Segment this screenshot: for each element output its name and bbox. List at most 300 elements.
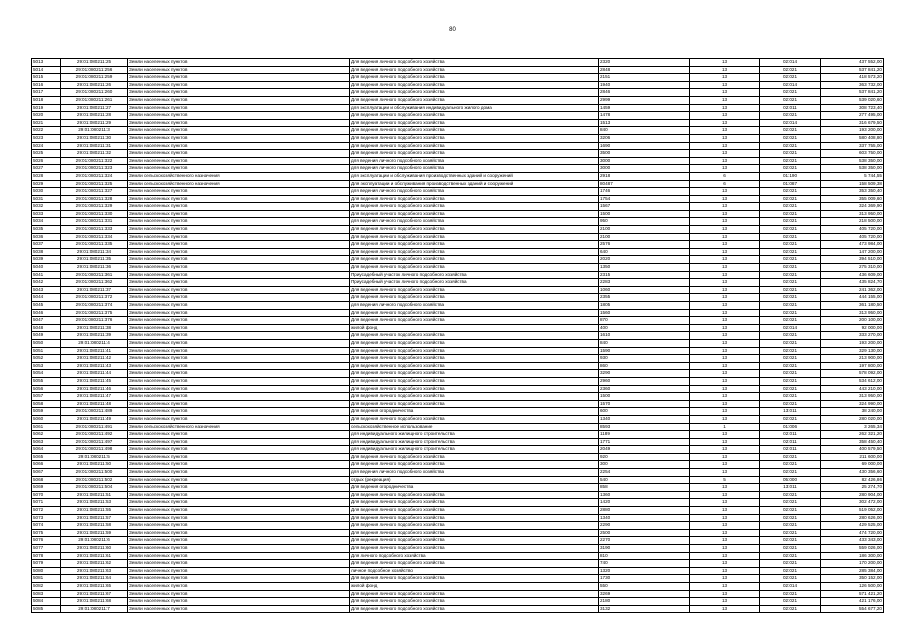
table-row [32,598,884,606]
row-number-cell: 5082 [32,582,61,590]
row-number-cell: 5079 [32,560,61,568]
group-code-cell: 13 [690,119,760,127]
cadastral-number-cell: 29:01:080211:53 [61,499,128,507]
group-code-cell: 13 [690,195,760,203]
cadastral-number-cell: 29:01:080211:29 [61,119,128,127]
group-code-cell: 13 [690,362,760,370]
permitted-use-cell: Для ведения личного подсобного хозяйства [350,96,599,104]
land-category-cell: Земли населенных пунктов [128,575,350,583]
permitted-use-cell: Для ведения личного подсобного хозяйства [350,590,599,598]
code-cell: 02:021 [760,150,821,158]
permitted-use-cell: Для ведения личного подсобного хозяйства [350,461,599,469]
code-cell: 02:021 [760,575,821,583]
area-cell: 1590 [599,347,690,355]
group-code-cell: 13 [690,514,760,522]
code-cell: 02:021 [760,279,821,287]
cadastral-value-cell: 350 152,00 [821,575,884,583]
row-number-cell: 5055 [32,377,61,385]
group-code-cell: 13 [690,286,760,294]
area-cell: 2848 [599,66,690,74]
land-category-cell: Земли населенных пунктов [128,560,350,568]
cadastral-value-cell: 353 350,40 [821,188,884,196]
table-row [32,423,884,431]
group-code-cell: 13 [690,529,760,537]
permitted-use-cell: Для ведения личного подсобного хозяйства [350,347,599,355]
area-cell: 1459 [599,104,690,112]
cadastral-value-cell: 82 426,86 [821,476,884,484]
land-category-cell: Земли населенных пунктов [128,96,350,104]
area-cell: 810 [599,552,690,560]
code-cell: 02:021 [760,203,821,211]
cadastral-value-cell: 363 732,00 [821,81,884,89]
area-cell: 1060 [599,286,690,294]
area-cell: 2500 [599,529,690,537]
land-category-cell: Земли населенных пунктов [128,605,350,613]
cadastral-number-cell: 29:01:080211:3 [61,127,128,135]
area-cell: 1500 [599,393,690,401]
row-number-cell: 5049 [32,332,61,340]
land-category-cell: Земли населенных пунктов [128,415,350,423]
land-category-cell: Земли сельскохозяйственного назначения [128,423,350,431]
cadastral-number-cell: 29:01:080211:28 [61,112,128,120]
permitted-use-cell: Для ведения личного подсобного хозяйства [350,74,599,82]
code-cell: 02:021 [760,598,821,606]
code-cell: 02:021 [760,264,821,272]
table-row [32,476,884,484]
code-cell: 02:011 [760,104,821,112]
land-category-cell: Земли населенных пунктов [128,590,350,598]
table-row [32,195,884,203]
cadastral-number-cell: 29:01:080211:31 [61,142,128,150]
land-category-cell: Земли населенных пунктов [128,598,350,606]
table-row [32,415,884,423]
cadastral-value-cell: 333 270,00 [821,332,884,340]
table-row [32,74,884,82]
land-category-cell: Земли населенных пунктов [128,248,350,256]
page-number: 80 [449,27,456,33]
cadastral-value-cell: 275 310,00 [821,264,884,272]
cadastral-value-cell: 324 369,90 [821,203,884,211]
land-category-cell: Земли населенных пунктов [128,233,350,241]
cadastral-value-cell: 429 525,00 [821,522,884,530]
permitted-use-cell: Для ведения личного подсобного хозяйства [350,127,599,135]
cadastral-number-cell: 29:01:080211:328 [61,195,128,203]
table-row [32,461,884,469]
land-category-cell: Земли населенных пунктов [128,279,350,287]
land-category-cell: Земли населенных пунктов [128,438,350,446]
area-cell: 2315 [599,271,690,279]
table-row [32,279,884,287]
table-row [32,256,884,264]
row-number-cell: 5016 [32,81,61,89]
area-cell: 8593 [599,423,690,431]
cadastral-value-cell: 430 356,60 [821,469,884,477]
permitted-use-cell: Для ведения личного подсобного хозяйства [350,309,599,317]
permitted-use-cell: Для ведения личного подсобного хозяйства [350,453,599,461]
land-category-cell: Земли населенных пунктов [128,332,350,340]
land-category-cell: Земли населенных пунктов [128,309,350,317]
cadastral-number-cell: 29:01:080211:42 [61,355,128,363]
code-cell: 02:021 [760,469,821,477]
row-number-cell: 5020 [32,112,61,120]
cadastral-number-cell: 29:01:080211:6 [61,537,128,545]
area-cell: 920 [599,453,690,461]
area-cell: 3290 [599,370,690,378]
row-number-cell: 5077 [32,545,61,553]
cadastral-value-cell: 197 800,00 [821,362,884,370]
land-category-cell: Земли населенных пунктов [128,347,350,355]
group-code-cell: 13 [690,188,760,196]
land-category-cell: Земли населенных пунктов [128,522,350,530]
permitted-use-cell: Для ведения личного подсобного хозяйства [350,317,599,325]
row-number-cell: 5041 [32,271,61,279]
group-code-cell: 13 [690,66,760,74]
permitted-use-cell: для индивидуального жилищного строительства [350,431,599,439]
cadastral-number-cell: 29:01:080211:27 [61,104,128,112]
area-cell: 3000 [599,157,690,165]
table-row [32,226,884,234]
code-cell: 02:021 [760,89,821,97]
group-code-cell: 13 [690,264,760,272]
row-number-cell: 5031 [32,195,61,203]
cadastral-number-cell: 29:01:080211:331 [61,218,128,226]
group-code-cell: 13 [690,218,760,226]
cadastral-number-cell: 29:01:080211:37 [61,286,128,294]
area-cell: 1420 [599,499,690,507]
table-row [32,552,884,560]
group-code-cell: 13 [690,157,760,165]
table-row [32,446,884,454]
permitted-use-cell: Для ведения личного подсобного хозяйства [350,203,599,211]
group-code-cell: 13 [690,582,760,590]
area-cell: 2576 [599,241,690,249]
permitted-use-cell: для ведения личного подсобного хозяйства [350,218,599,226]
permitted-use-cell: жилой фонд [350,324,599,332]
row-number-cell: 5062 [32,431,61,439]
row-number-cell: 5051 [32,347,61,355]
cadastral-number-cell: 29:01:080211:43 [61,362,128,370]
group-code-cell: 13 [690,347,760,355]
land-category-cell: Земли населенных пунктов [128,507,350,515]
cadastral-value-cell: 193 200,00 [821,127,884,135]
code-cell: 02:014 [760,582,821,590]
area-cell: 2020 [599,256,690,264]
cadastral-number-cell: 29:01:080211:327 [61,188,128,196]
cadastral-value-cell: 443 210,00 [821,385,884,393]
cadastral-number-cell: 29:01:080211:57 [61,514,128,522]
cadastral-value-cell: 280 020,00 [821,415,884,423]
permitted-use-cell: Приусадебный участок личного подсобного хозяйства [350,271,599,279]
row-number-cell: 5073 [32,514,61,522]
row-number-cell: 5025 [32,150,61,158]
group-code-cell: 13 [690,134,760,142]
row-number-cell: 5047 [32,317,61,325]
land-category-cell: Земли населенных пунктов [128,552,350,560]
table-row [32,362,884,370]
row-number-cell: 5034 [32,218,61,226]
area-cell: 2880 [599,507,690,515]
table-row [32,453,884,461]
permitted-use-cell: Для ведения личного подсобного хозяйства [350,545,599,553]
land-category-cell: Земли населенных пунктов [128,142,350,150]
cadastral-value-cell: 313 950,00 [821,393,884,401]
group-code-cell: 6 [690,172,760,180]
land-category-cell: Земли населенных пунктов [128,431,350,439]
group-code-cell: 13 [690,491,760,499]
cadastral-number-cell: 29:01:080211:330 [61,210,128,218]
code-cell: 02:021 [760,499,821,507]
cadastral-number-cell: 29:01:080211:5 [61,453,128,461]
code-cell: 05:000 [760,476,821,484]
land-category-cell: Земли населенных пунктов [128,127,350,135]
row-number-cell: 5057 [32,393,61,401]
permitted-use-cell: Для ведения личного подсобного хозяйства [350,415,599,423]
land-category-cell: Земли населенных пунктов [128,302,350,310]
cadastral-value-cell: 603 750,00 [821,150,884,158]
table-row [32,438,884,446]
row-number-cell: 5037 [32,241,61,249]
cadastral-number-cell: 29:01:080211:26 [61,81,128,89]
cadastral-number-cell: 29:01:080211:362 [61,279,128,287]
land-category-cell: Земли населенных пунктов [128,469,350,477]
group-code-cell: 13 [690,567,760,575]
cadastral-value-cell: 211 600,00 [821,453,884,461]
group-code-cell: 13 [690,415,760,423]
land-category-cell: Земли населенных пунктов [128,370,350,378]
cadastral-number-cell: 29:01:080211:32 [61,150,128,158]
row-number-cell: 5053 [32,362,61,370]
area-cell: 2290 [599,522,690,530]
permitted-use-cell: сельскохозяйственное использование [350,423,599,431]
permitted-use-cell: Для ведения личного подсобного хозяйства [350,66,599,74]
table-row [32,188,884,196]
cadastral-number-cell: 29:01:080211:58 [61,522,128,530]
cadastral-value-cell: 241 362,00 [821,286,884,294]
table-row [32,157,884,165]
row-number-cell: 5015 [32,74,61,82]
land-category-cell: Земли населенных пунктов [128,377,350,385]
area-cell: 2283 [599,279,690,287]
land-parcel-table [31,58,884,613]
cadastral-value-cell: 421 176,00 [821,598,884,606]
area-cell: 600 [599,408,690,416]
land-category-cell: Земли населенных пунктов [128,218,350,226]
row-number-cell: 5019 [32,104,61,112]
code-cell: 02:021 [760,195,821,203]
group-code-cell: 13 [690,271,760,279]
table-row [32,119,884,127]
cadastral-value-cell: 25 274,70 [821,484,884,492]
row-number-cell: 5046 [32,309,61,317]
row-number-cell: 5065 [32,453,61,461]
cadastral-value-cell: 193 200,00 [821,339,884,347]
group-code-cell: 13 [690,339,760,347]
group-code-cell: 13 [690,317,760,325]
group-code-cell: 13 [690,248,760,256]
row-number-cell: 5014 [32,66,61,74]
row-number-cell: 5068 [32,476,61,484]
table-row [32,66,884,74]
permitted-use-cell: Для ведения огородничества [350,484,599,492]
cadastral-number-cell: 29:01:080211:34 [61,248,128,256]
cadastral-value-cell: 394 510,00 [821,256,884,264]
land-category-cell: Земли населенных пунктов [128,499,350,507]
permitted-use-cell: Для ведения личного подсобного хозяйства [350,575,599,583]
permitted-use-cell: Для ведения личного подсобного хозяйства [350,294,599,302]
area-cell: 1610 [599,332,690,340]
land-category-cell: Земли населенных пунктов [128,286,350,294]
table-row [32,560,884,568]
cadastral-value-cell: 405 720,00 [821,226,884,234]
land-category-cell: Земли населенных пунктов [128,461,350,469]
permitted-use-cell: Для ведения личного подсобного хозяйства [350,248,599,256]
permitted-use-cell: Для ведения личного подсобного хозяйства [350,339,599,347]
land-category-cell: Земли населенных пунктов [128,294,350,302]
cadastral-value-cell: 361 180,50 [821,302,884,310]
code-cell: 02:021 [760,339,821,347]
code-cell: 02:021 [760,74,821,82]
group-code-cell: 13 [690,438,760,446]
group-code-cell: 13 [690,241,760,249]
row-number-cell: 5018 [32,96,61,104]
code-cell: 02:011 [760,446,821,454]
land-category-cell: Земли населенных пунктов [128,119,350,127]
table-row [32,537,884,545]
land-category-cell: Земли населенных пунктов [128,81,350,89]
area-cell: 840 [599,127,690,135]
cadastral-number-cell: 29:01:080211:259 [61,74,128,82]
cadastral-number-cell: 29:01:080211:329 [61,203,128,211]
land-category-cell: Земли населенных пунктов [128,324,350,332]
code-cell: 02:021 [760,537,821,545]
area-cell: 400 [599,324,690,332]
area-cell: 1771 [599,438,690,446]
cadastral-value-cell: 313 950,00 [821,210,884,218]
row-number-cell: 5017 [32,89,61,97]
row-number-cell: 5058 [32,400,61,408]
permitted-use-cell: Для ведения огородничества [350,408,599,416]
permitted-use-cell: для индивидуального жилищного строительства [350,446,599,454]
group-code-cell: 13 [690,309,760,317]
land-category-cell: Земли населенных пунктов [128,59,350,67]
permitted-use-cell: Приусадебный участок личного подсобного хозяйства [350,279,599,287]
cadastral-value-cell: 337 755,00 [821,142,884,150]
permitted-use-cell: Для ведения личного подсобного хозяйства [350,150,599,158]
area-cell: 1746 [599,188,690,196]
group-code-cell: 13 [690,150,760,158]
area-cell: 3206 [599,134,690,142]
cadastral-value-cell: 538 350,00 [821,157,884,165]
cadastral-number-cell: 29:01:080211:500 [61,469,128,477]
area-cell: 1320 [599,567,690,575]
land-category-cell: Земли населенных пунктов [128,241,350,249]
area-cell: 858 [599,484,690,492]
cadastral-number-cell: 29:01:080211:7 [61,605,128,613]
cadastral-value-cell: 358 450,40 [821,438,884,446]
cadastral-value-cell: 3 265,34 [821,423,884,431]
group-code-cell: 13 [690,256,760,264]
code-cell: 02:021 [760,545,821,553]
table-row [32,339,884,347]
permitted-use-cell: Для ведения личного подсобного хозяйства [350,332,599,340]
group-code-cell: 13 [690,431,760,439]
group-code-cell: 13 [690,203,760,211]
group-code-cell: 13 [690,537,760,545]
land-category-cell: Земли населенных пунктов [128,203,350,211]
cadastral-number-cell: 29:01:080211:323 [61,165,128,173]
cadastral-number-cell: 29:01:080211:45 [61,377,128,385]
group-code-cell: 13 [690,112,760,120]
code-cell: 02:021 [760,332,821,340]
code-cell: 02:021 [760,453,821,461]
row-number-cell: 5074 [32,522,61,530]
code-cell: 02:021 [760,96,821,104]
land-category-cell: Земли населенных пунктов [128,264,350,272]
cadastral-number-cell: 29:01:080211:35 [61,256,128,264]
table-row [32,233,884,241]
group-code-cell: 13 [690,469,760,477]
cadastral-number-cell: 29:01:080211:504 [61,484,128,492]
code-cell: 13:011 [760,484,821,492]
cadastral-value-cell: 280 626,00 [821,514,884,522]
area-cell: 840 [599,339,690,347]
table-row [32,590,884,598]
area-cell: 550 [599,582,690,590]
row-number-cell: 5043 [32,286,61,294]
table-row [32,332,884,340]
cadastral-value-cell: 285 384,00 [821,567,884,575]
code-cell: 02:021 [760,461,821,469]
code-cell: 02:021 [760,165,821,173]
table-row [32,294,884,302]
code-cell: 02:021 [760,248,821,256]
code-cell: 02:021 [760,567,821,575]
table-row [32,286,884,294]
group-code-cell: 13 [690,233,760,241]
cadastral-number-cell: 29:01:080211:47 [61,393,128,401]
code-cell: 02:021 [760,400,821,408]
group-code-cell: 13 [690,142,760,150]
cadastral-value-cell: 277 495,00 [821,112,884,120]
table-row [32,370,884,378]
cadastral-value-cell: 324 990,00 [821,400,884,408]
table-row [32,309,884,317]
group-code-cell: 13 [690,590,760,598]
permitted-use-cell: жилой фонд [350,582,599,590]
code-cell: 01:190 [760,172,821,180]
permitted-use-cell: Для ведения личного подсобного хозяйства [350,81,599,89]
land-category-cell: Земли населенных пунктов [128,567,350,575]
cadastral-number-cell: 29:01:080211:498 [61,446,128,454]
land-category-cell: Земли населенных пунктов [128,66,350,74]
group-code-cell: 13 [690,545,760,553]
code-cell: 02:021 [760,370,821,378]
area-cell: 2270 [599,537,690,545]
land-category-cell: Земли населенных пунктов [128,491,350,499]
cadastral-value-cell: 537 841,20 [821,89,884,97]
area-cell: 80487 [599,180,690,188]
code-cell: 02:021 [760,112,821,120]
row-number-cell: 5040 [32,264,61,272]
area-cell: 2960 [599,377,690,385]
cadastral-value-cell: 186 300,00 [821,552,884,560]
row-number-cell: 5061 [32,423,61,431]
cadastral-value-cell: 147 200,00 [821,248,884,256]
cadastral-value-cell: 262 321,20 [821,431,884,439]
table-row [32,302,884,310]
cadastral-value-cell: 126 500,00 [821,582,884,590]
permitted-use-cell: Для ведения личного подсобного хозяйства [350,507,599,515]
